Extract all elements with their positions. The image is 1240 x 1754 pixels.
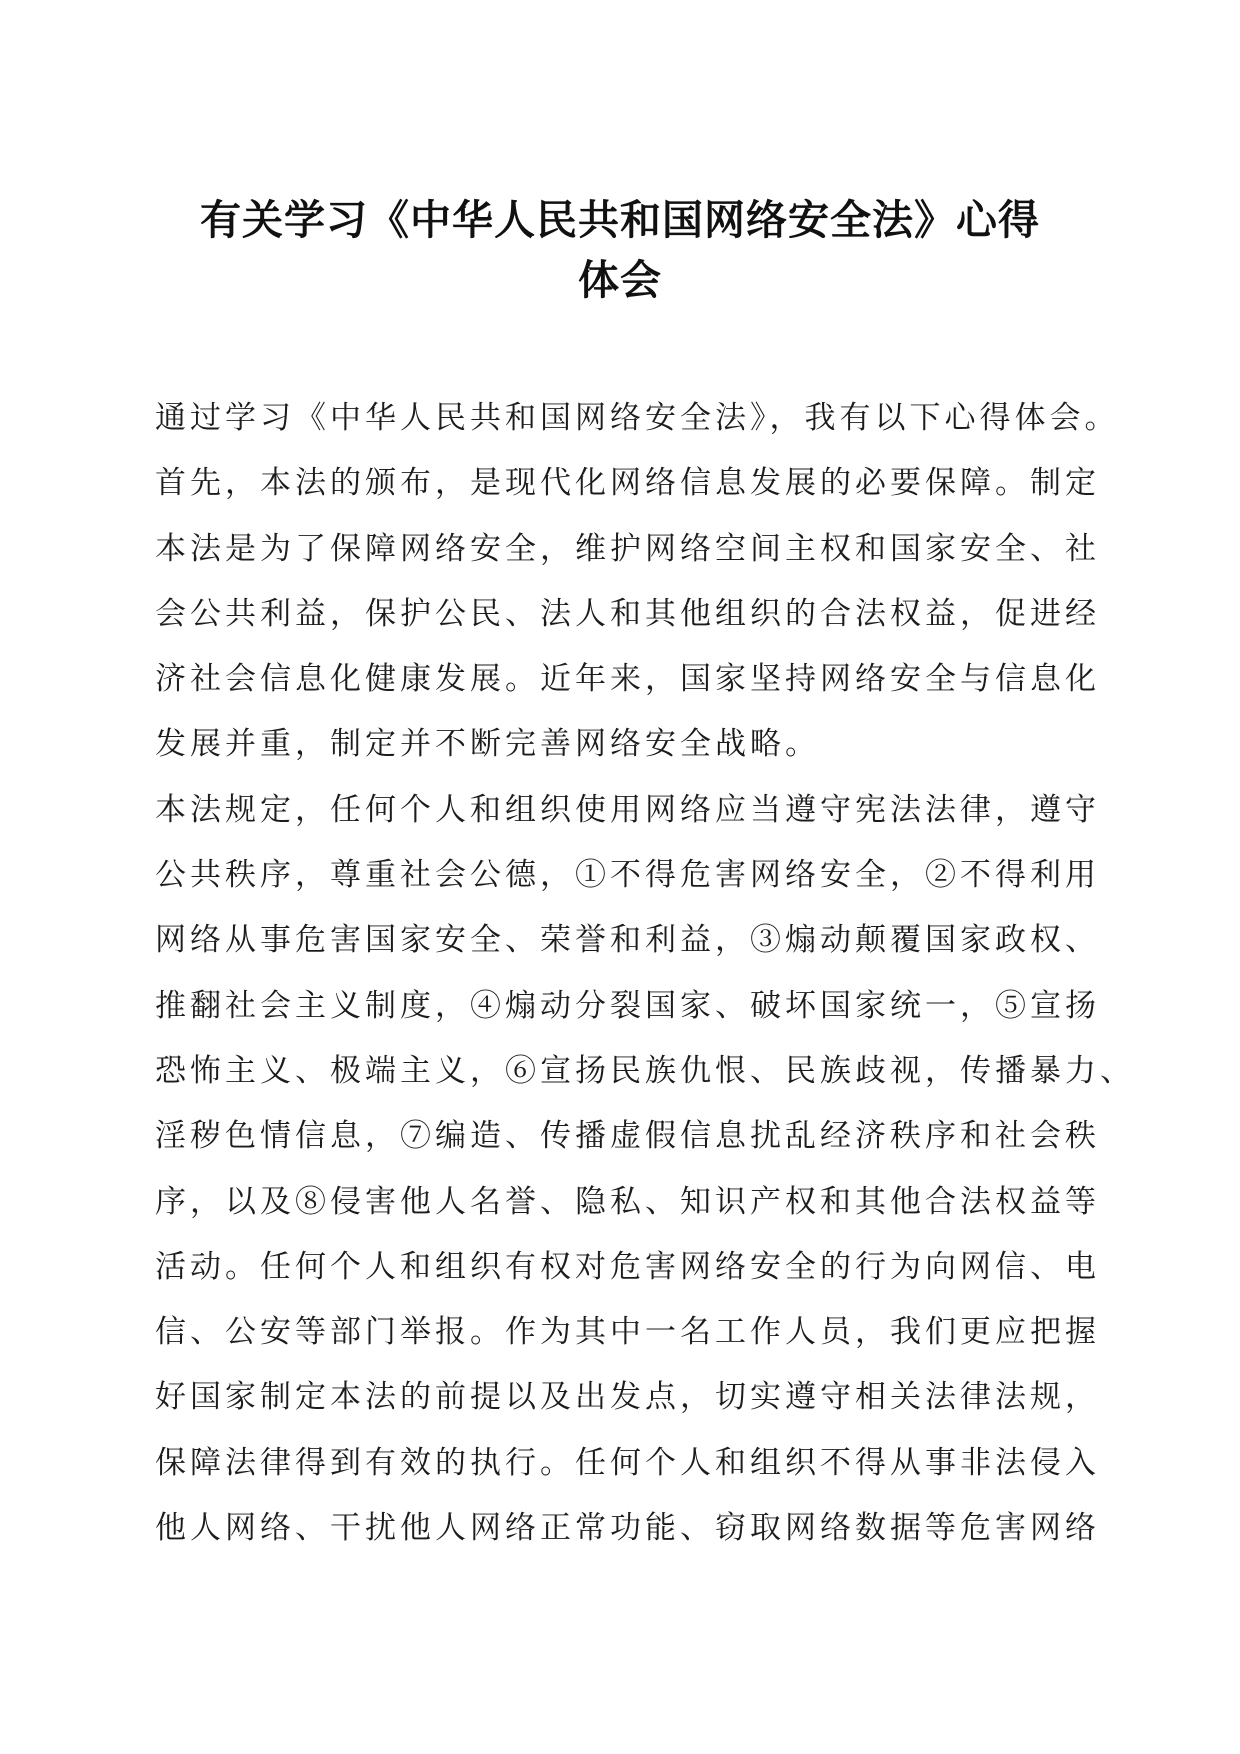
body-line: 网络从事危害国家安全、荣誉和利益，③煽动颠覆国家政权、 bbox=[155, 922, 1100, 959]
body-line: 发展并重，制定并不断完善网络安全战略。 bbox=[155, 726, 820, 763]
body-line: 推翻社会主义制度，④煽动分裂国家、破坏国家统一，⑤宣扬 bbox=[155, 987, 1100, 1024]
title-line-2: 体会 bbox=[578, 256, 662, 304]
body-line: 济社会信息化健康发展。近年来，国家坚持网络安全与信息化 bbox=[155, 661, 1100, 698]
body-line: 恐怖主义、极端主义，⑥宣扬民族仇恨、民族歧视，传播暴力、 bbox=[155, 1052, 1135, 1089]
body-line: 首先，本法的颁布，是现代化网络信息发展的必要保障。制定 bbox=[155, 465, 1100, 502]
body-line: 通过学习《中华人民共和国网络安全法》，我有以下心得体会。 bbox=[155, 400, 1120, 436]
body-line: 淫秽色情信息，⑦编造、传播虚假信息扰乱经济秩序和社会秩 bbox=[155, 1118, 1100, 1155]
body-line: 信、公安等部门举报。作为其中一名工作人员，我们更应把握 bbox=[155, 1314, 1100, 1351]
document-body bbox=[155, 386, 1135, 1561]
body-line: 公共秩序，尊重社会公德，①不得危害网络安全，②不得利用 bbox=[155, 857, 1100, 894]
body-line: 会公共利益，保护公民、法人和其他组织的合法权益，促进经 bbox=[155, 595, 1100, 632]
title-line-1: 有关学习《中华人民共和国网络安全法》心得 bbox=[200, 196, 1040, 244]
body-line: 他人网络、干扰他人网络正常功能、窃取网络数据等危害网络 bbox=[155, 1510, 1100, 1547]
body-line: 本法是为了保障网络安全，维护网络空间主权和国家安全、社 bbox=[155, 530, 1100, 567]
body-line: 序，以及⑧侵害他人名誉、隐私、知识产权和其他合法权益等 bbox=[155, 1183, 1100, 1220]
body-line: 保障法律得到有效的执行。任何个人和组织不得从事非法侵入 bbox=[155, 1444, 1100, 1481]
body-line: 好国家制定本法的前提以及出发点，切实遵守相关法律法规， bbox=[155, 1379, 1100, 1416]
document-title bbox=[150, 190, 1090, 310]
body-line: 活动。任何个人和组织有权对危害网络安全的行为向网信、电 bbox=[155, 1248, 1100, 1285]
body-line: 本法规定，任何个人和组织使用网络应当遵守宪法法律，遵守 bbox=[155, 791, 1100, 828]
